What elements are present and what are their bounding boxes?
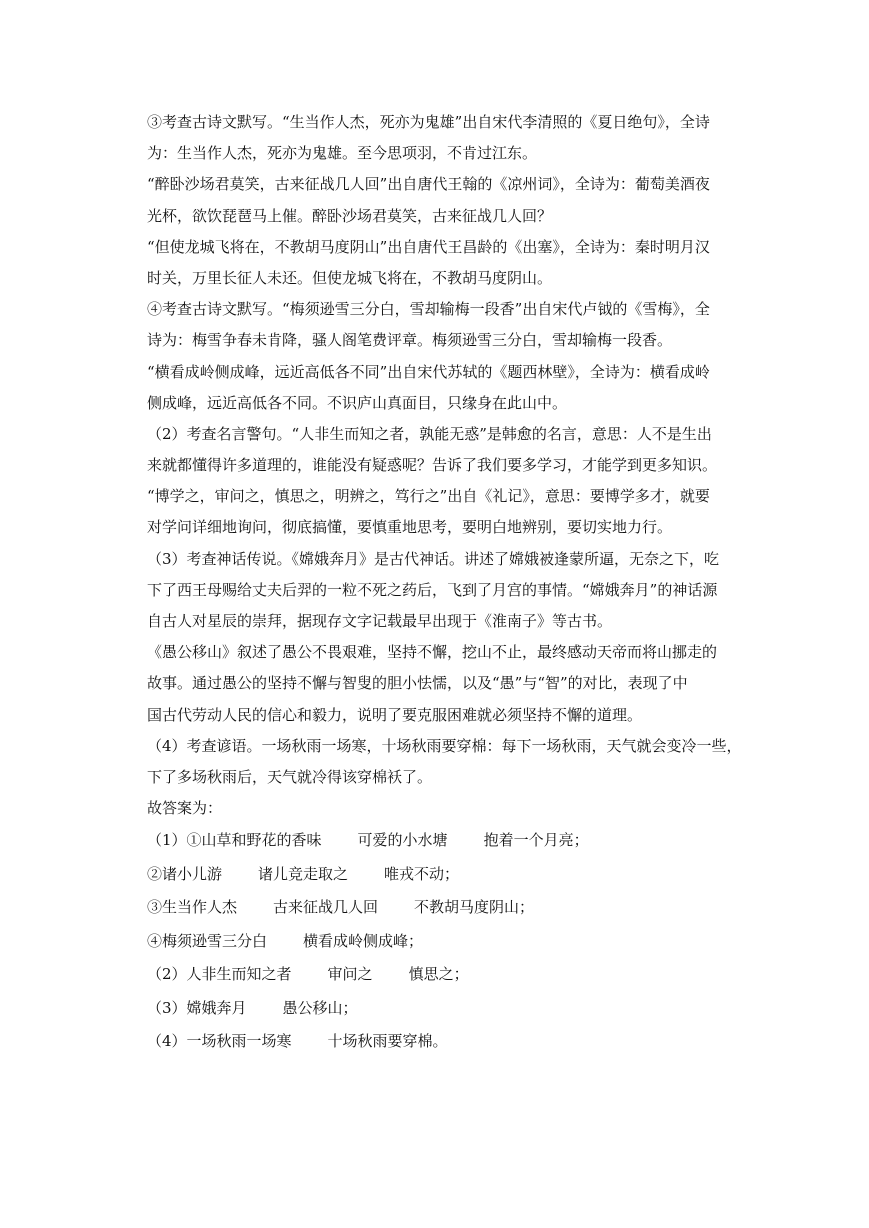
answer-item: 不教胡马度阴山； bbox=[414, 898, 535, 917]
answer-line bbox=[147, 858, 737, 892]
answer-line bbox=[147, 992, 737, 1026]
answer-item: （1）①山草和野花的香味 bbox=[147, 831, 322, 850]
answer-heading: 故答案为： bbox=[147, 799, 223, 818]
text-line: 自古人对星辰的崇拜，据现存文字记载最早出现于《淮南子》等古书。 bbox=[147, 612, 613, 630]
answer-line bbox=[147, 958, 737, 992]
answer-item: （3）嫦娥奔月 bbox=[147, 998, 247, 1017]
text-line: 故事。通过愚公的坚持不懈与智叟的胆小怯懦，以及“愚”与“智”的对比，表现了中 bbox=[147, 674, 688, 693]
answer-item: 愚公移山； bbox=[282, 998, 358, 1017]
answer-item: 可爱的小水塘 bbox=[357, 831, 448, 850]
text-line: 光杯，欲饮琵琶马上催。醉卧沙场君莫笑，古来征战几人回？ bbox=[147, 206, 553, 225]
answer-item: 唯戎不动； bbox=[384, 864, 460, 883]
answer-line bbox=[147, 925, 737, 959]
text-line: 来就都懂得许多道理的，谁能没有疑惑呢？告诉了我们要多学习，才能学到更多知识。 bbox=[147, 456, 718, 475]
explanation-text bbox=[147, 107, 742, 793]
answer-item: 诸儿竞走取之 bbox=[258, 864, 349, 883]
text-line: 侧成峰，远近高低各不同。不识庐山真面目，只缘身在此山中。 bbox=[147, 393, 568, 412]
document-body bbox=[147, 107, 742, 1059]
answer-item: 古来征战几人回 bbox=[273, 898, 379, 917]
text-line: “醉卧沙场君莫笑，古来征战几人回”出自唐代王翰的《凉州词》，全诗为：葡萄美酒夜 bbox=[147, 175, 710, 194]
answer-item: ②诸小儿游 bbox=[147, 864, 223, 883]
answer-line bbox=[147, 1025, 737, 1059]
answer-item: 横看成岭侧成峰； bbox=[303, 931, 424, 950]
text-line: 国古代劳动人民的信心和毅力，说明了要克服困难就必须坚持不懈的道理。 bbox=[147, 705, 643, 724]
answer-list bbox=[147, 824, 737, 1059]
text-line: ③考查古诗文默写。“生当作人杰，死亦为鬼雄”出自宋代李清照的《夏日绝句》，全诗 bbox=[147, 113, 710, 131]
text-line: （2）考查名言警句。“人非生而知之者，孰能无惑”是韩愈的名言，意思：人不是生出 bbox=[147, 424, 712, 443]
text-line: 对学问详细地询问，彻底搞懂，要慎重地思考，要明白地辨别，要切实地力行。 bbox=[147, 518, 673, 537]
text-line: 为：生当作人杰，死亦为鬼雄。至今思项羽，不肯过江东。 bbox=[147, 144, 538, 163]
answer-item: 抱着一个月亮； bbox=[483, 831, 589, 850]
text-line: ④考查古诗文默写。“梅须逊雪三分白，雪却输梅一段香”出自宋代卢钺的《雪梅》，全 bbox=[147, 300, 710, 319]
text-line: 下了多场秋雨后，天气就冷得该穿棉袄了。 bbox=[147, 767, 433, 786]
text-line: “博学之，审问之，慎思之，明辨之，笃行之”出自《礼记》，意思：要博学多才，就要 bbox=[147, 487, 710, 506]
answer-item: （2）人非生而知之者 bbox=[147, 965, 292, 984]
answer-line bbox=[147, 824, 737, 858]
answer-item: ④梅须逊雪三分白 bbox=[147, 931, 268, 950]
text-line: 诗为：梅雪争春未肯降，骚人阁笔费评章。梅须逊雪三分白，雪却输梅一段香。 bbox=[147, 331, 673, 350]
text-line: “但使龙城飞将在，不教胡马度阴山”出自唐代王昌龄的《出塞》，全诗为：秦时明月汉 bbox=[147, 237, 710, 256]
text-line: （3）考查神话传说。《嫦娥奔月》是古代神话。讲述了嫦娥被逢蒙所逼，无奈之下，吃 bbox=[147, 549, 720, 568]
text-line: “横看成岭侧成峰，远近高低各不同”出自宋代苏轼的《题西林壁》，全诗为：横看成岭 bbox=[147, 362, 710, 381]
answer-item: 慎思之； bbox=[408, 965, 469, 984]
text-line: （4）考查谚语。一场秋雨一场寒，十场秋雨要穿棉：每下一场秋雨，天气就会变冷一些， bbox=[147, 736, 742, 755]
answer-item: ③生当作人杰 bbox=[147, 898, 238, 917]
answer-item: 十场秋雨要穿棉。 bbox=[327, 1032, 448, 1051]
answer-line bbox=[147, 891, 737, 925]
text-line: 《愚公移山》叙述了愚公不畏艰难，坚持不懈，挖山不止，最终感动天帝而将山挪走的 bbox=[147, 643, 718, 662]
answer-item: 审问之 bbox=[327, 965, 373, 984]
text-line: 时关，万里长征人未还。但使龙城飞将在，不教胡马度阴山。 bbox=[147, 268, 553, 287]
text-line: 下了西王母赐给丈夫后羿的一粒不死之药后，飞到了月宫的事情。“嫦娥奔月”的神话源 bbox=[147, 580, 718, 599]
answer-item: （4）一场秋雨一场寒 bbox=[147, 1032, 292, 1051]
